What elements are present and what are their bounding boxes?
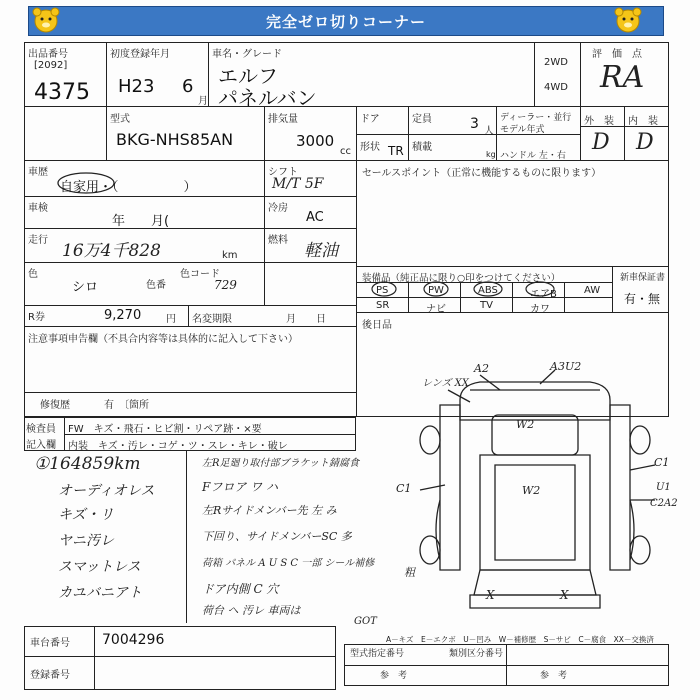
grade-value: RA [600,60,645,95]
note-right2: Fフロア ワ ハ [202,480,278,494]
first-reg-month: 6 [182,76,194,97]
inspection-label: 車検 [28,203,48,214]
inspector-row2: 内装 キズ・汚レ・コゲ・ツ・スレ・キレ・破レ [68,441,288,452]
diagram-mark-rough: 粗 [404,566,415,579]
diagram-mark-a3u2: A3U2 [550,360,582,373]
diagram-mark-u1: U1 [656,482,671,493]
bear-mascot-icon [30,4,62,36]
bear-mascot-icon [612,4,644,36]
mileage-label: 走行 [28,235,48,246]
new-car-value: 有・無 [624,292,661,306]
new-car-label: 新車保証書 [620,273,666,283]
note-right3: 左Rサイドメンバー先 左 み [202,504,337,517]
notes-label: 注意事項申告欄（不具合内容等は具体的に記入して下さい） [28,334,298,345]
name-change-label: 名変期限 [192,314,232,325]
odometer-note: ①164859km [34,454,141,474]
equip-abs: ABS [478,285,498,296]
equip-kawa: カワ [530,304,550,315]
displacement-unit: cc [340,146,351,157]
equip-aw: AW [584,285,601,296]
note-line1: オーディオレス [58,483,155,499]
aircon-label: 冷房 [268,203,288,214]
repair-label: 修復歴 [40,400,70,411]
legend-ref1: 参 考 [380,671,408,681]
equip-ps: PS [376,285,389,296]
lot-sub: [2092] [34,60,68,71]
shift-label: シフト [268,167,298,178]
circle-mark [56,172,116,194]
door-label: ドア [360,114,380,125]
diagram-mark-lens: レンズ XX [422,378,469,389]
capacity-label: 定員 [412,114,432,125]
drive-2wd: 2WD [544,57,568,68]
recycle-value: 9,270 [104,308,142,323]
equipment-circles [368,281,618,297]
color-no-label: 色番 [146,280,166,291]
banner-title: 完全ゼロ切りコーナー [265,12,426,31]
equip-airbag: エアB [530,289,557,300]
equip-pw: PW [428,285,444,296]
color-code-value: 729 [214,278,237,292]
color-value: シロ [72,280,99,295]
diagram-mark-a2: A2 [474,362,489,375]
diagram-mark-w2-mid: W2 [522,484,541,497]
name-label: 車名・グレード [212,49,282,60]
grade-label: 評 価 点 [592,49,642,60]
mileage-value: 16万4千828 [62,241,161,261]
diagram-mark-x1: X [486,588,495,602]
interior-label: 内 装 [628,116,658,127]
sales-point-label: セールスポイント（正常に機能するものに限ります） [362,168,602,179]
color-code-label: 色コード [180,269,220,280]
displacement-value: 3000 [296,132,335,150]
name-change-value: 月 日 [286,314,326,325]
note-line4: スマットレス [58,559,141,575]
name-line2: パネルバン [218,86,317,110]
rear-seat-label: 後日品 [362,320,392,331]
interior-value: D [636,130,654,155]
frame-value: 7004296 [102,632,165,648]
reg-label: 登録番号 [30,670,70,681]
diagram-mark-w2-top: W2 [516,418,535,431]
lot-number: 4375 [34,80,90,105]
recycle-label: R券 [28,312,45,323]
note-right1: 左R足廻り取付部ブラケット錆腐食 [202,458,360,469]
model-value: BKG-NHS85AN [116,130,234,149]
equip-sr: SR [376,300,390,311]
inspector-label: 検査員 [26,424,56,435]
repair-value: 有 〔箇所 [104,400,149,411]
inspector-label2: 記入欄 [26,440,56,451]
diagram-mark-c1-left: C1 [396,482,412,495]
displacement-label: 排気量 [268,114,298,125]
note-right5: 荷箱 パネル A U S C 一部 シール補修 [202,558,375,569]
first-reg-year: H23 [118,76,155,97]
history-label: 車歴 [28,167,48,178]
capacity-value: 3 [470,116,479,132]
shape-label: 形状 [360,142,380,153]
handle-label: ハンドル 左・右 [500,151,566,161]
note-right8: GOT [354,616,377,627]
color-label: 色 [28,269,38,280]
banner [28,6,664,36]
legend-ref2: 参 考 [540,671,568,681]
fuel-label: 燃料 [268,235,288,246]
note-right4: 下回り、サイドメンバーSC 多 [202,530,352,543]
note-line3: ヤニ汚レ [58,533,114,549]
note-right6: ドア内側 C 穴 [202,582,279,596]
recycle-unit: 円 [166,314,176,325]
fuel-value: 軽油 [304,241,338,261]
load-label: 積載 [412,142,432,153]
equip-navi: ナビ [426,304,446,315]
model-label: 型式 [110,114,130,125]
drive-4wd: 4WD [544,82,568,93]
frame-box [24,626,336,690]
legend-row2: 型式指定番号 類別区分番号 [350,649,504,659]
history-value: 自家用・（ ） [60,180,197,195]
mileage-unit: km [222,250,238,261]
capacity-unit: 人 [484,126,494,137]
exterior-label: 外 装 [584,116,614,127]
diagram-mark-c2a2: C2A2 [650,498,678,509]
equipment-label: 装備品（純正品に限り○印をつけてください） [362,273,561,284]
shift-value: M/T 5F [272,176,324,192]
diagram-mark-c1-right: C1 [654,456,670,469]
name-line1: エルフ [218,64,278,88]
first-reg-label: 初度登録年月 [110,49,170,60]
damage-legend: A－キズ E－エクボ U－凹み W－補修歴 S－サビ C－腐食 XX－交換済 [386,635,654,644]
first-reg-month-unit: 月 [198,96,208,107]
note-right7: 荷台 ヘ 汚レ 車両は [202,604,301,617]
model-year-label: モデル年式 [500,125,545,135]
inspection-value: 年 月( [112,214,170,229]
diagram-mark-x2: X [560,588,569,602]
note-line2: キズ・リ [58,507,114,523]
note-line5: カユバニアト [58,585,142,601]
exterior-value: D [592,130,610,155]
dealer-label: ディーラー・並行 [500,113,572,123]
frame-label: 車台番号 [30,638,70,649]
shape-value: TR [388,144,404,158]
lot-label: 出品番号 [28,49,68,60]
inspector-row1: FW キズ・飛石・ヒビ割・リペア跡・×要 [68,424,262,435]
equip-tv: TV [480,300,493,311]
aircon-value: AC [306,210,324,225]
load-unit: kg [486,150,496,159]
